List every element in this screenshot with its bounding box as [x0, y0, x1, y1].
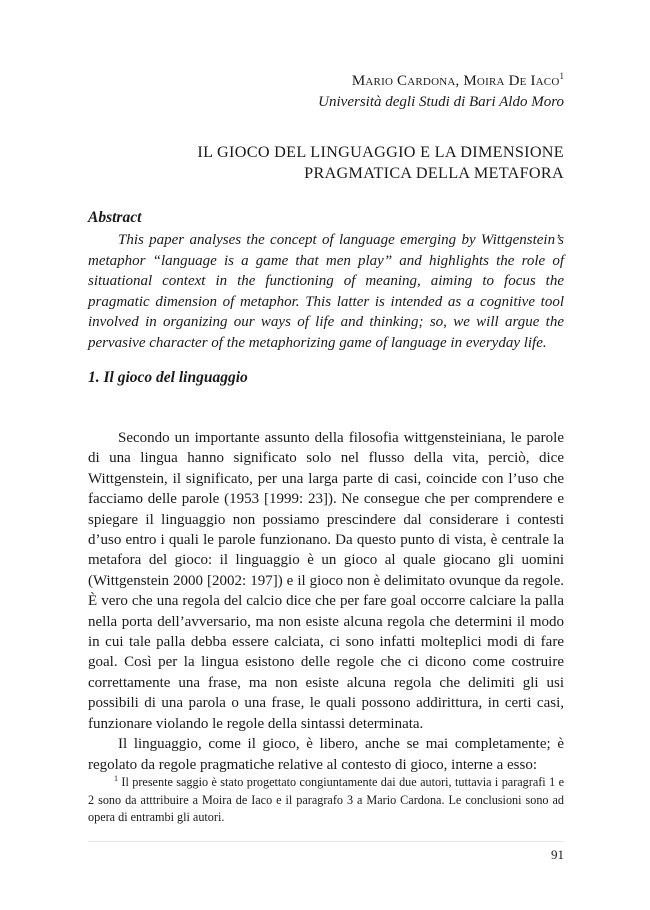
section-body — [88, 428, 564, 775]
affiliation: Università degli Studi di Bari Aldo Moro — [318, 94, 564, 110]
author-names-line — [88, 66, 564, 92]
author-block — [88, 66, 564, 113]
title-line-1: IL GIOCO DEL LINGUAGGIO E LA DIMENSIONE — [197, 143, 564, 161]
abstract-text: This paper analyses the concept of language emerging by Wittgenstein’s metaphor “language is a game that men play” and highlights the role of situational context in the functioning of meaning, aiming to focus the pragmatic dimension of metaphor. This latter is intended as a cognitive tool involved in organizing our ways of life and thinking; so, we will argue the pervasive character of the metaphorizing game of language in everyday life. — [88, 232, 564, 351]
paper-page — [88, 0, 564, 910]
footnote — [88, 770, 564, 827]
page-number: 91 — [551, 847, 564, 862]
body-paragraph-1: Secondo un importante assunto della filosofia wittgensteiniana, le parole di una lingua hanno significato solo nel flusso della vita, perciò, dice Wittgenstein, il significato, per una larga parte di casi, coincide con l’uso che facciamo delle parole (1953 [1999: 23]). Ne consegue che per comprendere e spiegare il linguaggio non possiamo prescindere dal considerare i contesti d’uso entro i quali le parole funzionano. Da questo punto di vista, è centrale la metafora del gioco: il linguaggio è un gioco al quale giocano gli uomini (Wittgenstein 2000 [2002: 197]) e il gioco non è delimitato ovunque da regole. È vero che una regola del calcio dice che per fare goal occorre calciare la palla nella porta dell’avversario, ma non esiste alcuna regola che determini il modo in cui tale palla debba essere calciata, ci sono infatti molteplici modi di fare goal. Così per la lingua esistono delle regole che ci dicono come costruire correttamente una frase, ma non esiste alcuna regola che delimiti gli usi possibili di una parola o una frase, le quali possono addirittura, in certi casi, funzionare violando le regole della sintassi determinata. — [88, 430, 564, 732]
footnote-text: Il presente saggio è stato progettato congiuntamente dai due autori, tuttavia i paragrafi 1 e 2 sono da atttribuire a Moira de Iaco e il paragrafo 3 a Mario Cardona. Le conclusioni sono ad opera di entrambi gli autori. — [88, 775, 565, 824]
footer-divider — [88, 841, 564, 842]
section-heading: 1. Il gioco del linguaggio — [88, 369, 248, 386]
author-names: Mario Cardona, Moira De Iaco — [351, 73, 560, 89]
title-line-2: PRAGMATICA DELLA METAFORA — [304, 164, 564, 182]
paper-title — [88, 142, 564, 184]
abstract-heading: Abstract — [88, 209, 142, 226]
author-footnote-mark: 1 — [559, 71, 564, 81]
footnote-mark: 1 — [114, 774, 118, 783]
body-paragraph-2: Il linguaggio, come il gioco, è libero, anche se mai completamente; è regolato da regole pragmatiche relative al contesto di gioco, interne a esso: — [88, 736, 564, 773]
